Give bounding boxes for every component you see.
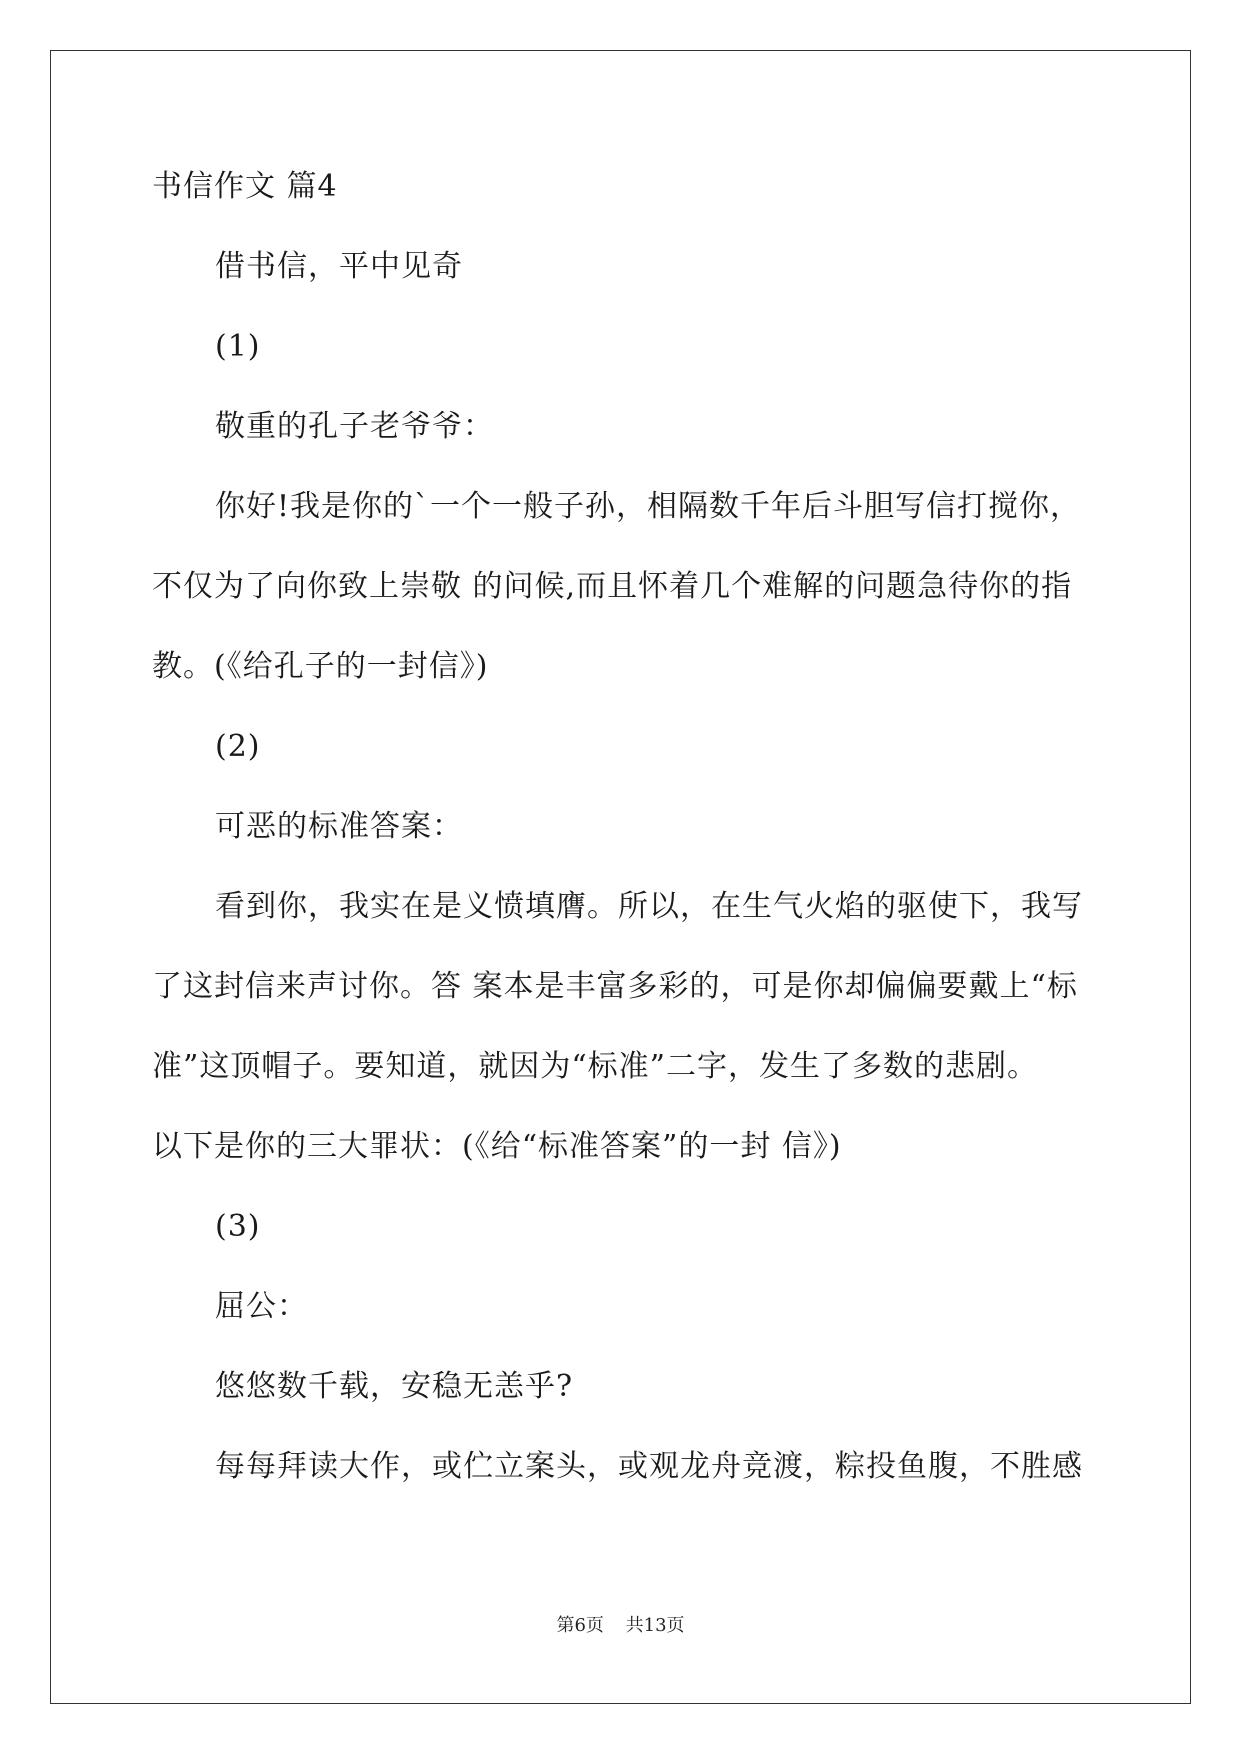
paragraph-line: (1) [215, 329, 261, 364]
paragraph-line: 可恶的标准答案： [215, 809, 463, 844]
paragraph-line: 每每拜读大作，或伫立案头，或观龙舟竞渡，粽投鱼腹，不胜感 [215, 1449, 1083, 1484]
paragraph-line: 教。(《给孔子的一封信》) [152, 649, 489, 684]
page-total: 共13页 [625, 1615, 685, 1636]
paragraph-line: 敬重的孔子老爷爷： [215, 409, 494, 444]
document-body [152, 167, 1092, 1527]
paragraph-line: 准”这顶帽子。要知道，就因为“标准”二字，发生了多数的悲剧。 [152, 1049, 1039, 1084]
section-title: 书信作文 篇4 [152, 169, 338, 204]
paragraph-line: 了这封信来声讨你。答 案本是丰富多彩的，可是你却偏偏要戴上“标 [152, 969, 1078, 1004]
page-footer [0, 1614, 1241, 1638]
paragraph-line: (3) [215, 1209, 261, 1244]
paragraph-line: 悠悠数千载，安稳无恙乎? [215, 1369, 574, 1404]
paragraph-line: 看到你，我实在是义愤填膺。所以，在生气火焰的驱使下，我写 [215, 889, 1083, 924]
page-number: 第6页 [556, 1615, 604, 1636]
paragraph-line: 屈公： [215, 1289, 308, 1324]
paragraph-line: 不仅为了向你致上崇敬 的问候,而且怀着几个难解的问题急待你的指 [152, 569, 1073, 604]
paragraph-line: (2) [215, 729, 261, 764]
paragraph-line: 你好!我是你的`一个一般子孙，相隔数千年后斗胆写信打搅你， [215, 489, 1082, 524]
paragraph-line: 以下是你的三大罪状：(《给“标准答案”的一封 信》) [152, 1129, 842, 1164]
paragraph-line: 借书信，平中见奇 [215, 249, 463, 284]
